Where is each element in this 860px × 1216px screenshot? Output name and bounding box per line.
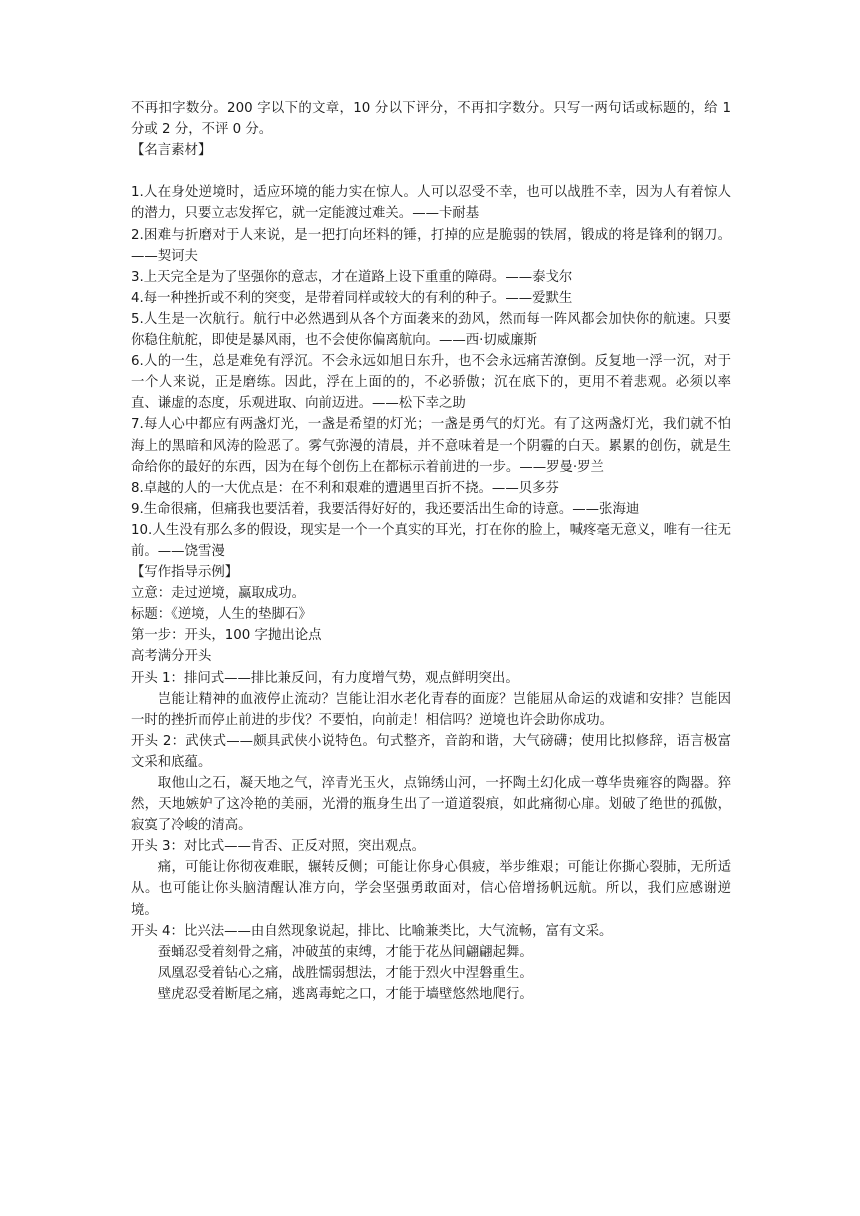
quote-item: 6.人的一生，总是难免有浮沉。不会永远如旭日东升，也不会永远痛苦潦倒。反复地一浮一沉，对于一个人来说，正是磨练。因此，浮在上面的的，不必骄傲；沉在底下的，更用不着悲观。必须以率直、谦虚的态度，乐观进取、向前迈进。——松下幸之助 [131, 354, 731, 412]
guide-subheading: 高考满分开头 [131, 649, 212, 665]
document-body [131, 98, 731, 1005]
quote-item: 4.每一种挫折或不利的突变，是带着同样或较大的有利的种子。——爱默生 [131, 290, 573, 306]
opening-example-line: 壁虎忍受着断尾之痛，逃离毒蛇之口，才能于墙壁悠然地爬行。 [157, 986, 533, 1002]
blank-line [131, 161, 731, 182]
opening-label: 开头 1：排问式——排比兼反问，有力度增气势，观点鲜明突出。 [131, 670, 519, 686]
opening-example: 取他山之石，凝天地之气，淬青光玉火，点锦绣山河，一抔陶土幻化成一尊华贵雍容的陶器。猝然，天地嫉妒了这冷艳的美丽，光滑的瓶身生出了一道道裂痕，如此痛彻心扉。划破了绝世的孤傲，寂寞了冷峻的清高。 [131, 776, 731, 834]
quote-item: 9.生命很痛，但痛我也要活着，我要活得好好的，我还要活出生命的诗意。——张海迪 [131, 501, 640, 517]
section-heading-quotes: 【名言素材】 [131, 143, 212, 159]
opening-label: 开头 4：比兴法——由自然现象说起，排比、比喻兼类比，大气流畅，富有文采。 [131, 923, 613, 939]
guide-intent: 立意：走过逆境，赢取成功。 [131, 586, 306, 602]
opening-example-line: 蚕蛹忍受着刻骨之痛，冲破茧的束缚，才能于花丛间翩翩起舞。 [157, 944, 533, 960]
opening-label: 开头 2：武侠式——颇具武侠小说特色。句式整齐，音韵和谐，大气磅礴；使用比拟修辞，语言极富文采和底蕴。 [131, 733, 731, 770]
quote-item: 7.每人心中都应有两盏灯光，一盏是希望的灯光；一盏是勇气的灯光。有了这两盏灯光，我们就不怕海上的黑暗和风涛的险恶了。雾气弥漫的清晨，并不意味着是一个阴霾的白天。累累的创伤，就是生命给你的最好的东西，因为在每个创伤上在都标示着前进的一步。——罗曼·罗兰 [131, 417, 731, 475]
quote-item: 8.卓越的人的一大优点是：在不利和艰难的遭遇里百折不挠。——贝多芬 [131, 480, 559, 496]
guide-title: 标题：《逆境，人生的垫脚石》 [131, 607, 312, 623]
opening-example: 痛，可能让你彻夜难眠，辗转反侧；可能让你身心俱疲，举步维艰；可能让你撕心裂肺，无所适从。也可能让你头脑清醒认准方向，学会坚强勇敢面对，信心倍增扬帆远航。所以，我们应感谢逆境。 [131, 860, 731, 918]
opening-example: 岂能让精神的血液停止流动？岂能让泪水老化青春的面庞？岂能屈从命运的戏谑和安排？岂能因一时的挫折而停止前进的步伐？不要怕，向前走！相信吗？逆境也许会助你成功。 [131, 691, 731, 728]
opening-example-line: 凤凰忍受着钻心之痛，战胜懦弱想法，才能于烈火中涅磐重生。 [157, 965, 533, 981]
quote-list [131, 182, 731, 562]
opening-label: 开头 3：对比式——肯否、正反对照，突出观点。 [131, 839, 425, 855]
quote-item: 10.人生没有那么多的假设，现实是一个一个真实的耳光，打在你的脸上，喊疼毫无意义，唯有一往无前。——饶雪漫 [131, 522, 731, 559]
quote-item: 3.上天完全是为了坚强你的意志，才在道路上设下重重的障碍。——泰戈尔 [131, 269, 573, 285]
intro-paragraph: 不再扣字数分。200 字以下的文章，10 分以下评分，不再扣字数分。只写一两句话或标题的，给 1 分或 2 分，不评 0 分。 [131, 101, 731, 138]
quote-item: 1.人在身处逆境时，适应环境的能力实在惊人。人可以忍受不幸，也可以战胜不幸，因为人有着惊人的潜力，只要立志发挥它，就一定能渡过难关。——卡耐基 [131, 185, 731, 222]
section-heading-guide: 【写作指导示例】 [131, 565, 239, 581]
guide-step: 第一步：开头，100 字抛出论点 [131, 628, 322, 644]
quote-item: 2.困难与折磨对于人来说，是一把打向坯料的锤，打掉的应是脆弱的铁屑，锻成的将是锋利的钢刀。——契诃夫 [131, 227, 731, 264]
quote-item: 5.人生是一次航行。航行中必然遇到从各个方面袭来的劲风，然而每一阵风都会加快你的航速。只要你稳住航舵，即使是暴风雨，也不会使你偏离航向。——西·切威廉斯 [131, 311, 731, 349]
